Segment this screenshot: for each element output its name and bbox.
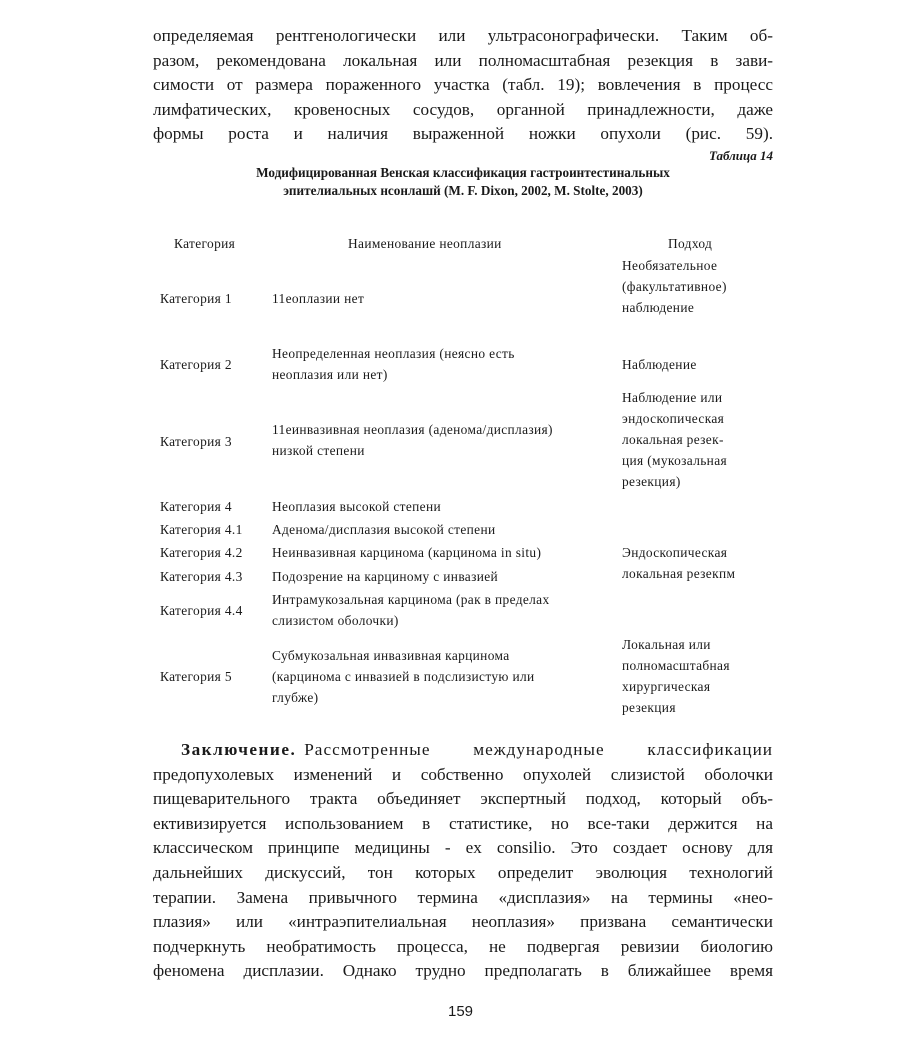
page-number: 159	[447, 1003, 474, 1020]
row-name: Аденома/дисплазия высокой степени	[272, 522, 496, 537]
approach-line: резекция	[622, 700, 676, 715]
row-name	[272, 419, 617, 461]
row-name: Подозрение на карциному с инвазией	[272, 569, 499, 584]
intro-line: симости от размера пораженного участка (табл. 19); вовлечения в процесс	[153, 75, 773, 95]
conclusion-line: подчеркнуть необратимость процесса, не подвергая ревизии биологию	[153, 936, 773, 956]
name-line: Субмукозальная инвазивная карцинома	[272, 648, 510, 663]
conclusion-line: плазия» или «интраэпителиальная неоплазия» призвана семантически	[153, 912, 773, 932]
approach-line: хирургическая	[622, 679, 711, 694]
name-line: 11еинвазивная неоплазия (аденома/дисплазия)	[272, 422, 553, 437]
intro-line: лимфатических, кровеносных сосудов, органной принадлежности, даже	[153, 99, 773, 119]
table-title-line: эпителиальных нсонлашй (M. F. Dixon, 2002, M. Stolte, 2003)	[283, 183, 643, 198]
row-approach	[622, 542, 772, 584]
table-label: Таблица 14	[708, 148, 773, 163]
approach-line: Наблюдение или	[622, 390, 723, 405]
row-name: 11еоплазии нет	[272, 291, 365, 306]
row-name	[272, 589, 617, 631]
conclusion-line: пищеварительного тракта объединяет экспертный подход, который объ-	[153, 789, 773, 809]
header-approach: Подход	[668, 236, 713, 251]
header-name: Наименование неоплазии	[348, 236, 502, 251]
conclusion-line: дальнейших дискуссий, тон которых определит эволюция технологий	[153, 862, 773, 882]
conclusion-first-line: Рассмотренные международные классификации	[304, 740, 773, 759]
header-category: Категория	[174, 236, 236, 251]
conclusion-line: ективизируется использованием в статистике, но все-таки держится на	[153, 813, 773, 833]
conclusion-heading: Заключение.	[181, 740, 297, 759]
row-category: Категория 4.1	[160, 522, 243, 537]
name-line: (карцинома с инвазией в подслизистую или	[272, 669, 535, 684]
conclusion-line: феномена дисплазии. Однако трудно предполагать в ближайшее время	[153, 961, 773, 981]
row-approach	[622, 255, 772, 318]
approach-line: локальная резек-	[622, 432, 724, 447]
row-name	[272, 645, 617, 708]
approach-line: эндоскопическая	[622, 411, 725, 426]
row-approach: Наблюдение	[622, 357, 697, 372]
row-approach	[622, 634, 772, 718]
intro-line: определяемая рентгенологически или ультрасонографически. Таким об-	[153, 26, 773, 45]
row-category: Категория 5	[160, 669, 232, 684]
approach-line: Эндоскопическая	[622, 545, 728, 560]
row-category: Категория 2	[160, 357, 232, 372]
name-line: Неопределенная неоплазия (неясно есть	[272, 346, 515, 361]
approach-line: наблюдение	[622, 300, 695, 315]
row-category: Категория 4.3	[160, 569, 243, 584]
table-title	[153, 164, 773, 200]
name-line: низкой степени	[272, 443, 365, 458]
approach-line: Необязательное	[622, 258, 718, 273]
approach-line: резекция)	[622, 474, 681, 489]
row-approach	[622, 387, 772, 492]
row-name	[272, 343, 617, 385]
row-name: Неинвазивная карцинома (карцинома in situ)	[272, 545, 542, 560]
intro-line: формы роста и наличия выраженной ножки опухоли (рис. 59).	[153, 124, 773, 144]
conclusion-line: классическом принципе медицины - ex consilio. Это создает основу для	[153, 838, 773, 858]
row-category: Категория 4.4	[160, 603, 243, 618]
row-category: Категория 3	[160, 434, 232, 449]
table-title-line: Модифицированная Венская классификация гастроинтестинальных	[256, 165, 670, 180]
name-line: неоплазия или нет)	[272, 367, 388, 382]
approach-line: ция (мукозальная	[622, 453, 727, 468]
name-line: глубже)	[272, 690, 319, 705]
conclusion-line: терапии. Замена привычного термина «дисплазия» на термины «нео-	[153, 887, 773, 907]
row-category: Категория 1	[160, 291, 232, 306]
conclusion-line: предопухолевых изменений и собственно опухолей слизистой оболочки	[153, 764, 773, 784]
row-name: Неоплазия высокой степени	[272, 499, 441, 514]
name-line: слизистом оболочки)	[272, 613, 399, 628]
conclusion-line	[153, 738, 773, 763]
row-category: Категория 4	[160, 499, 232, 514]
approach-line: полномасштабная	[622, 658, 730, 673]
intro-paragraph	[153, 24, 773, 147]
intro-line: разом, рекомендована локальная или полномасштабная резекция в зави-	[153, 50, 773, 70]
approach-line: (факультативное)	[622, 279, 727, 294]
row-category: Категория 4.2	[160, 545, 243, 560]
conclusion-paragraph	[153, 738, 773, 984]
name-line: Интрамукозальная карцинома (рак в пределах	[272, 592, 550, 607]
approach-line: Локальная или	[622, 637, 711, 652]
approach-line: локальная резекпм	[622, 566, 736, 581]
